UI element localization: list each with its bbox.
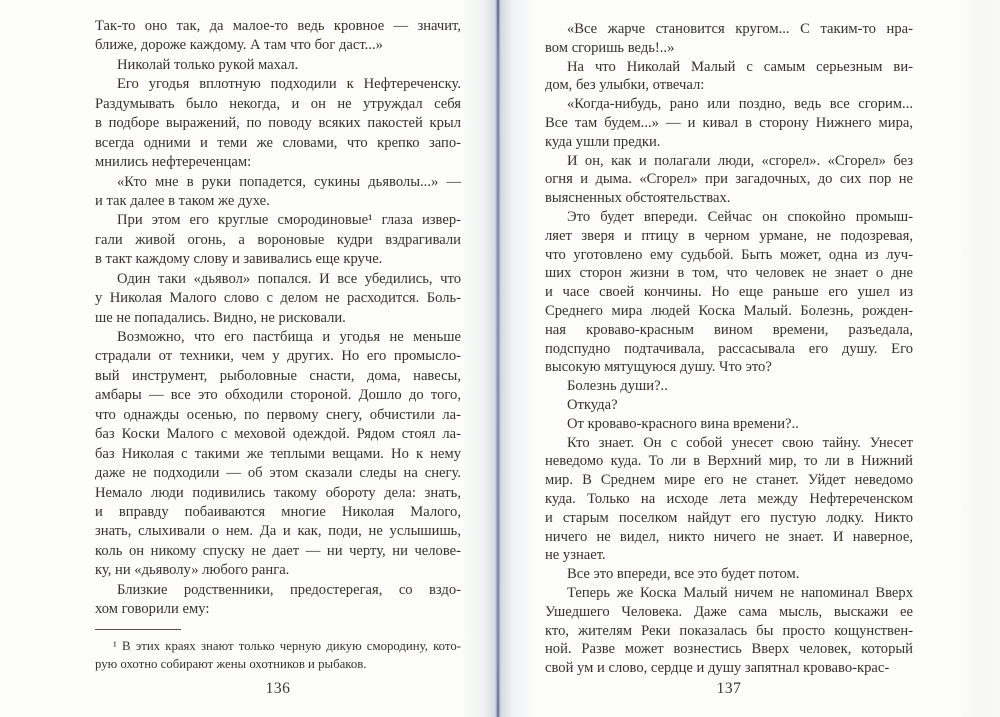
text-line: ше не попадались. Видно, не рисковали.	[95, 309, 346, 326]
text-line: Кто знает. Он с собой унесет свою тайну. Унесет	[567, 434, 913, 451]
text-line: Болезнь души?..	[567, 378, 668, 395]
text-line: Ушедшего Человека. Даже сама мысль, выскажи ее	[545, 603, 913, 620]
text-line: На что Николай Малый с самым серьезным ви-	[567, 58, 913, 75]
text-line: Его угодья вплотную подходили к Нефтереченску.	[117, 76, 461, 93]
text-line: ная кроваво-красным вином времени, разъедала,	[545, 321, 913, 338]
book-spine-line	[497, 0, 499, 717]
footnote-text	[95, 638, 461, 673]
page-number-right: 137	[716, 680, 742, 697]
footnote-divider	[95, 629, 181, 630]
text-line: «Кто мне в руки попадется, сукины дьяволы...» —	[117, 173, 461, 190]
text-line: ничего не видел, никто ничего не знает. И наверное,	[545, 528, 913, 545]
text-line: и старым поселком найдут его пустую лодку. Никто	[545, 509, 913, 526]
page-right	[500, 0, 1000, 717]
page-left-text	[95, 17, 461, 620]
text-line: Близкие родственники, предостерегая, со вздо-	[117, 581, 461, 598]
text-line: куда. Только на исходе лета между Нефтереченском	[545, 490, 913, 507]
text-line: дом, без улыбки, отвечал:	[545, 77, 705, 94]
text-line: и так далее в таком же духе.	[95, 192, 270, 209]
text-line: ку, ни «дьяволу» любого ранга.	[95, 562, 290, 579]
text-line: мир. В Среднем мире его не станет. Уйдет неведомо	[545, 472, 913, 489]
text-line: гали живой огонь, а вороновые кудри вздрагивали	[95, 231, 461, 248]
text-line: Откуда?	[567, 396, 618, 413]
text-line: баз Коски Малого с меховой одеждой. Рядом стоял ла-	[95, 426, 461, 443]
text-line: огня и дыма. «Сгорел» при загадочных, до сих пор не	[545, 171, 913, 188]
text-line: в такт каждому слову и завивались еще круче.	[95, 251, 383, 268]
text-line: Так-то оно так, да малое-то ведь кровное — значит,	[95, 18, 461, 34]
text-line: ших сторон жизни в том, что человек не знает о дне	[545, 265, 913, 282]
text-line: ближе, дороже каждому. А там что бог даст...»	[95, 37, 383, 54]
text-line: не узнает.	[545, 547, 606, 564]
text-line: страдали от техники, чем у других. Но его промысло-	[95, 348, 461, 365]
text-line: в подборе выражений, по поводу всяких пакостей крыл	[95, 115, 461, 132]
text-line: подспудно подтачивала, рассасывала его душу. Его	[545, 340, 913, 357]
text-line: Теперь же Коска Малый ничем не напоминал Вверх	[567, 584, 913, 601]
text-line: ¹ В этих краях знают только черную дикую смородину, кото-	[113, 639, 461, 653]
text-line: и часе своей кончины. Но еще раньше его ушел из	[545, 284, 913, 301]
text-line: ляет зверя и птицу в черном урмане, не подозревая,	[545, 227, 913, 244]
text-line: Все там будем...» — и кивал в сторону Нижнего мира,	[545, 114, 913, 131]
text-line: у Николая Малого слово с делом не расходится. Боль-	[95, 290, 461, 307]
text-line: И он, как и полагали люди, «сгорел». «Сгорел» без	[567, 152, 913, 169]
text-line: При этом его круглые смородиновые¹ глаза извер-	[117, 212, 461, 229]
text-line: Все это впереди, все это будет потом.	[567, 566, 800, 583]
text-line: Раздумывать было некогда, и он не утруждал себя	[95, 95, 461, 112]
text-line: Николай только рукой махал.	[117, 56, 299, 73]
text-line: выясненных обстоятельствах.	[545, 190, 731, 207]
text-line: хом говорили ему:	[95, 601, 210, 618]
page-right-text	[545, 20, 913, 678]
text-line: вый инструмент, рыболовные снасти, дома, навесы,	[95, 367, 461, 384]
text-line: что уготовлено ему судьбой. Быть может, одна из луч-	[545, 246, 913, 263]
text-line: свой ум и слово, сердце и душу запятнал кроваво-крас-	[545, 660, 890, 677]
text-line: ной. Разве может вознестись Вверх человек, который	[545, 641, 913, 658]
text-line: коль он никому спуску не дает — ни черту, ни челове-	[95, 542, 461, 559]
footnote	[95, 629, 461, 673]
text-line: мнились нефтереченцам:	[95, 154, 252, 171]
text-line: От кроваво-красного вина времени?..	[567, 415, 799, 432]
text-line: куда ушли предки.	[545, 133, 661, 150]
text-line: Возможно, что его пастбища и угодья не меньше	[117, 329, 461, 345]
text-line: баз Николая с такими же теплыми вещами. Но к нему	[95, 445, 461, 462]
text-line: всегда одними и теми же словами, что крепко запо-	[95, 134, 461, 151]
text-line: амбары — все это обходили стороной. Дошло до того,	[95, 387, 461, 404]
text-line: что однажды осенью, по первому снегу, обчистили ла-	[95, 406, 461, 423]
text-line: высокую мятущуюся душу. Что это?	[545, 359, 772, 376]
text-line: неведомо куда. То ли в Верхний мир, то ли в Нижний	[545, 453, 913, 470]
text-line: Среднего мира людей Коска Малый. Болезнь, рожден-	[545, 302, 913, 319]
text-line: даже не подходили — об этом сказали следы на снегу.	[95, 465, 461, 482]
text-line: вом сгоришь ведь!..»	[545, 39, 675, 56]
text-line: Это будет впереди. Сейчас он спокойно промыш-	[567, 208, 913, 225]
text-line: Один таки «дьявол» попался. И все убедились, что	[117, 270, 461, 287]
text-line: «Все жарче становится кругом... С таким-то нра-	[567, 21, 913, 37]
text-line: кто, жителям Реки показалась бы просто кощунствен-	[545, 622, 913, 639]
text-line: Немало люди подивились такому обороту дела: знать,	[95, 484, 461, 501]
text-line: знать, слыхивали о нем. Да и как, поди, не услышишь,	[95, 523, 461, 540]
text-line: рую охотно собирают жены охотников и рыбаков.	[95, 656, 367, 671]
text-line: и вправду побаиваются многие Николая Малого,	[95, 503, 461, 520]
text-line: «Когда-нибудь, рано или поздно, ведь все сгорим...	[567, 96, 913, 113]
page-left	[0, 0, 497, 717]
page-number-left: 136	[265, 680, 291, 697]
